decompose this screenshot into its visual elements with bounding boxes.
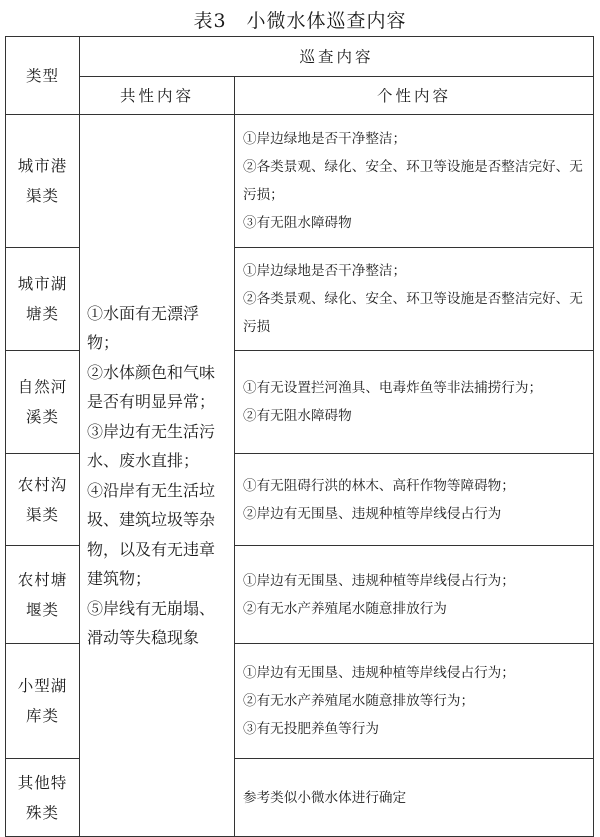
individual-content-cell: ①岸边绿地是否干净整洁； ②各类景观、绿化、安全、环卫等设施是否整洁完好、无污损； ③有无阻水障碍物 [235,115,594,248]
common-item: ⑤岸线有无崩塌、滑动等失稳现象 [87,598,216,647]
individual-content-cell: ①有无设置拦河渔具、电毒炸鱼等非法捕捞行为； ②有无阻水障碍物 [235,351,594,454]
row-type: 城市湖 塘类 [6,248,80,351]
individual-content-cell: ①岸边有无围垦、违规种植等岸线侵占行为； ②有无水产养殖尾水随意排放等行为； ③有无投肥养鱼等行为 [235,644,594,759]
table-title: 表3 小微水体巡查内容 [193,10,407,32]
row-type: 自然河 溪类 [6,351,80,454]
common-item: ①水面有无漂浮物； [87,303,200,352]
header-common: 共性内容 [80,77,235,115]
row-type: 城市港 渠类 [6,115,80,248]
header-type: 类型 [6,37,80,115]
row-type: 小型湖 库类 [6,644,80,759]
table-row [6,115,594,248]
individual-content-cell: 参考类似小微水体进行确定 [235,759,594,837]
common-item: ②水体颜色和气味是否有明显异常； [87,362,216,411]
header-individual: 个性内容 [235,77,594,115]
individual-content-cell: ①有无阻碍行洪的林木、高秆作物等障碍物； ②岸边有无围垦、违规种植等岸线侵占行为 [235,454,594,546]
individual-content-cell: ①岸边绿地是否干净整洁； ②各类景观、绿化、安全、环卫等设施是否整洁完好、无污损 [235,248,594,351]
common-content-cell [80,115,235,837]
row-type: 其他特 殊类 [6,759,80,837]
inspection-table [5,36,594,837]
row-type: 农村塘 堰类 [6,546,80,644]
common-item: ④沿岸有无生活垃圾、建筑垃圾等杂物，以及有无违章建筑物； [87,480,216,588]
common-item: ③岸边有无生活污水、废水直排； [87,421,216,470]
row-type: 农村沟 渠类 [6,454,80,546]
header-inspection: 巡查内容 [80,37,594,77]
individual-content-cell: ①岸边有无围垦、违规种植等岸线侵占行为； ②有无水产养殖尾水随意排放行为 [235,546,594,644]
